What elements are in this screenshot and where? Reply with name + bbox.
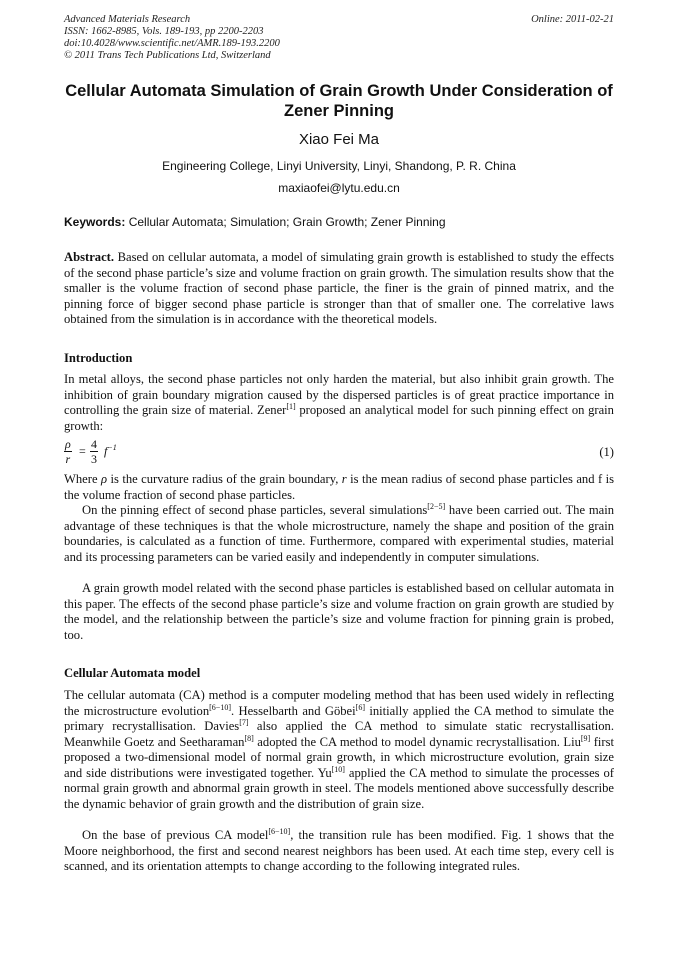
- section-heading-ca-model: Cellular Automata model: [64, 666, 201, 680]
- intro-paragraph-2: Where ρ is the curvature radius of the grain boundary, r is the mean radius of second phase particles and f is the volume fraction of second phase particles.: [64, 472, 614, 502]
- citation-ref: [6−10]: [209, 702, 231, 712]
- eq-f: $f^{-1}$: [104, 443, 117, 458]
- citation-ref: [1]: [286, 402, 296, 411]
- equation-1: [64, 436, 614, 470]
- ca-paragraph-1: The cellular automata (CA) method is a computer modeling method that has been used widely in reflecting the microstructure evolution[6−10]. Hesselbarth and Göbei[6] initially applied the CA method to simulate the primary recrystallisation. Davies[7] also applied the CA method to simulate static recrystallisation. Meanwhile Goetz and Seetharaman[8] adopted the CA method to model dynamic recrystallisation. Liu[9] first proposed a two-dimensional model of normal grain growth, in which microstructure evolution, grain size and side distributions were investigated together. Yu[10] applied the CA method to simulate the processes of normal grain growth and abnormal grain growth in steel. The models mentioned above successfully describe the dynamic behavior of grain growth and the distribution of grain size.: [64, 688, 615, 811]
- citation-ref: [8]: [244, 733, 254, 743]
- eq-lhs-fraction: $\frac{\rho}{r}$: [65, 437, 71, 466]
- abstract-text: Based on cellular automata, a model of simulating grain growth is established to study the effects of the second phase particle’s size and volume fraction on grain growth. The simulation results show that the smaller is the volume fraction of second phase particle, the finer is the grain of pinned matrix, and the pinning force of bigger second phase particle is stronger than that of smaller one. The correlative laws obtained from the simulation is in accordance with the theoretical models.: [64, 250, 614, 326]
- author-email: maxiaofei@lytu.edu.cn: [278, 181, 400, 195]
- citation-ref: [2−5]: [427, 502, 446, 511]
- online-date: Online: 2011-02-21: [531, 14, 614, 25]
- section-heading-introduction: Introduction: [64, 351, 133, 365]
- keywords: [64, 215, 614, 230]
- journal-copyright: © 2011 Trans Tech Publications Ltd, Switzerland: [64, 50, 271, 61]
- citation-ref: [10]: [331, 764, 345, 774]
- intro-paragraph-1: In metal alloys, the second phase particles not only harden the material, but also inhibit grain growth. The inhibition of grain boundary migration caused by the dispersed particles is of great practice importance in controlling the grain size of material. Zener[1] proposed an analytical model for such pinning effect on grain growth:: [64, 372, 614, 433]
- paper-title: Cellular Automata Simulation of Grain Growth Under Consideration of Zener Pinning: [65, 82, 613, 120]
- citation-ref: [7]: [239, 718, 249, 727]
- journal-doi: doi:10.4028/www.scientific.net/AMR.189-193.2200: [64, 38, 280, 49]
- keywords-label: Keywords:: [64, 215, 126, 229]
- intro-paragraph-3: On the pinning effect of second phase particles, several simulations[2−5] have been carried out. The main advantage of these techniques is that the whole microstructure, namely the shape and position of the grain boundaries, is calculated as a function of time. Furthermore, compared with experimental studies, material and its processing parameters can be varied easily and independently in computer simulations.: [64, 502, 615, 564]
- ca-paragraph-2: On the base of previous CA model[6−10], the transition rule has been modified. Fig. 1 shows that the Moore neighborhood, the first and second nearest neighbors has been used. At each time step, every cell is scanned, and its orientation attempts to change according to the following integrated rules.: [64, 827, 615, 873]
- abstract: [64, 250, 614, 328]
- journal-issn: ISSN: 1662-8985, Vols. 189-193, pp 2200-2203: [64, 26, 264, 37]
- keywords-text: Cellular Automata; Simulation; Grain Growth; Zener Pinning: [128, 215, 446, 229]
- eq-rhs-fraction: $\frac{4}{3}$: [91, 437, 97, 466]
- citation-ref: [6]: [355, 702, 365, 712]
- citation-ref: [6−10]: [268, 827, 291, 836]
- equation-number: (1): [599, 445, 614, 459]
- abstract-label: Abstract.: [64, 250, 115, 264]
- journal-name: Advanced Materials Research: [64, 14, 191, 25]
- intro-paragraph-4: A grain growth model related with the second phase particles is established based on cellular automata in this paper. The effects of the second phase particle’s size and volume fraction on grain growth are studied by the model, and the relationship between the particle’s size and volume fraction for pinning grain is probed, too.: [64, 581, 614, 642]
- author-name: Xiao Fei Ma: [298, 131, 380, 148]
- eq-equals: =: [79, 444, 86, 458]
- author-affiliation: Engineering College, Linyi University, Linyi, Shandong, P. R. China: [162, 159, 516, 173]
- journal-header: [64, 14, 614, 62]
- citation-ref: [9]: [580, 733, 591, 743]
